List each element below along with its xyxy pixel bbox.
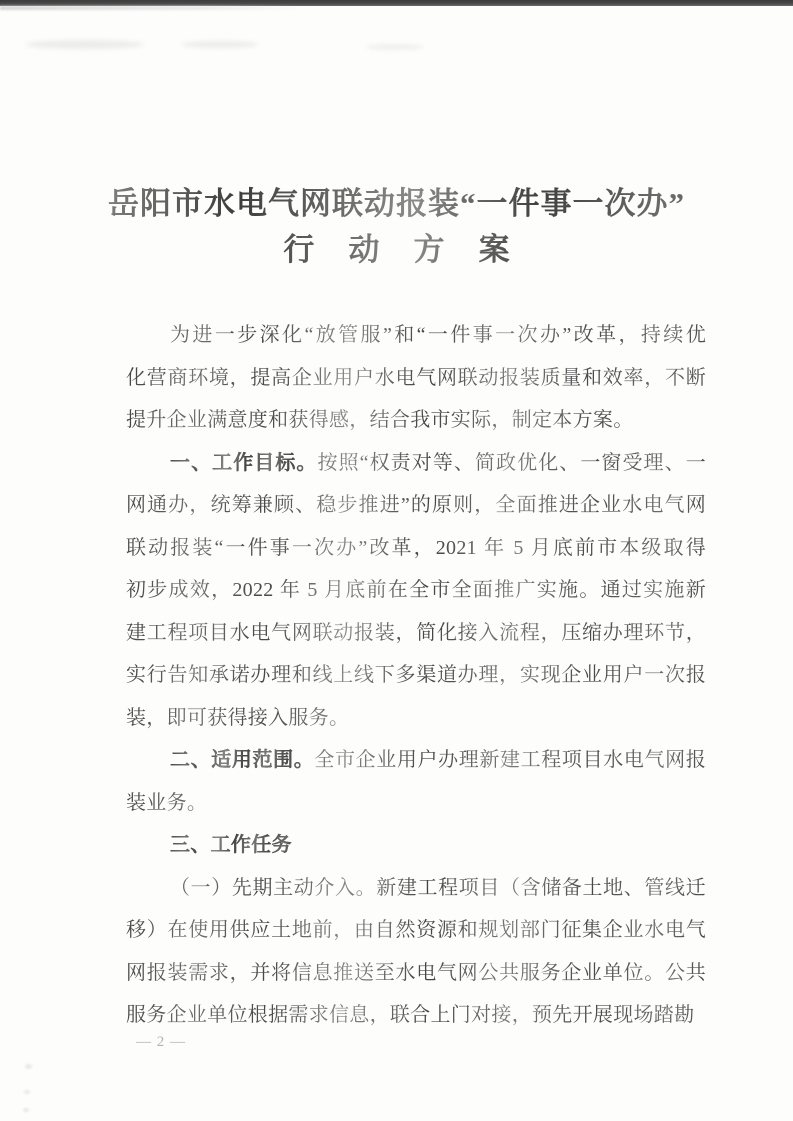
scan-smudge (26, 40, 144, 49)
document-title-line2: 行动方案 (0, 232, 793, 268)
scan-smudge (24, 1090, 30, 1094)
document-line: 提升企业满意度和获得感，结合我市实际，制定本方案。 (126, 399, 706, 442)
section-heading: 一、工作目标。 (170, 451, 318, 474)
section-heading: 二、适用范围。 (170, 749, 315, 771)
document-line: 化营商环境，提高企业用户水电气网联动报装质量和效率，不断 (126, 357, 706, 400)
scan-smudge (0, 6, 300, 10)
document-line: （一）先期主动介入。新建工程项目（含储备土地、管线迁 (126, 867, 706, 910)
document-body (126, 314, 706, 1037)
document-line: 装，即可获得接入服务。 (126, 697, 706, 740)
document-line: 初步成效，2022 年 5 月底前在全市全面推广实施。通过实施新 (126, 569, 706, 612)
document-line: 联动报装“一件事一次办”改革，2021 年 5 月底前市本级取得 (126, 527, 706, 570)
document-line: 网报装需求，并将信息推送至水电气网公共服务企业单位。公共 (126, 952, 706, 995)
scan-smudge (25, 1064, 32, 1069)
document-title-line1: 岳阳市水电气网联动报装“一件事一次办” (0, 186, 793, 222)
scan-smudge (23, 1108, 29, 1112)
section-heading: 三、工作任务 (170, 834, 292, 856)
document-line: 为进一步深化“放管服”和“一件事一次办”改革，持续优 (126, 314, 706, 357)
document-line: 装业务。 (126, 782, 706, 825)
document-line: 二、适用范围。全市企业用户办理新建工程项目水电气网报 (126, 739, 706, 782)
document-line (126, 824, 706, 867)
document-line: 服务企业单位根据需求信息，联合上门对接，预先开展现场踏勘 (126, 994, 706, 1037)
scan-smudge (366, 44, 424, 50)
document-line: 网通办，统筹兼顾、稳步推进”的原则，全面推进企业水电气网 (126, 484, 706, 527)
document-line: 建工程项目水电气网联动报装，简化接入流程，压缩办理环节， (126, 612, 706, 655)
document-line: 移）在使用供应土地前，由自然资源和规划部门征集企业水电气 (126, 909, 706, 952)
document-title (0, 186, 793, 268)
document-line: 一、工作目标。按照“权责对等、简政优化、一窗受理、一 (126, 442, 706, 485)
page-number: — 2 — (136, 1034, 186, 1050)
scan-smudge (182, 41, 258, 48)
document-line: 实行告知承诺办理和线上线下多渠道办理，实现企业用户一次报 (126, 654, 706, 697)
